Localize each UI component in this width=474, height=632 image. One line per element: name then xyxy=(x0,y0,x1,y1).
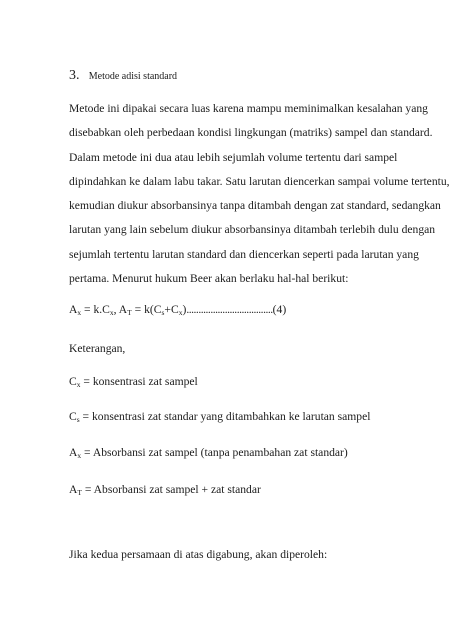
paragraph-line: larutan yang lain sebelum diukur absorbansinya ditambah terlebih dulu dengan xyxy=(69,223,436,237)
paragraph-line: disebabkan oleh perbedaan kondisi lingkungan (matriks) sampel dan standard. xyxy=(69,126,433,140)
keterangan-label: Keterangan, xyxy=(69,342,126,355)
paragraph-line: pertama. Menurut hukum Beer akan berlaku hal-hal berikut: xyxy=(69,272,349,286)
definition-cs: $C_s$ = konsentrasi zat standar yang ditambahkan ke larutan sampel xyxy=(69,410,371,424)
definition-cx: $C_x$ = konsentrasi zat sampel xyxy=(69,375,198,389)
equation-leader-dots: .................................... xyxy=(186,303,273,316)
definition-ax: $A_x$ = Absorbansi zat sampel (tanpa penambahan zat standar) xyxy=(69,446,348,460)
paragraph-line: dipindahkan ke dalam labu takar. Satu larutan diencerkan sampai volume tertentu, xyxy=(69,174,450,188)
paragraph-line: kemudian diukur absorbansinya tanpa ditambah dengan zat standard, sedangkan xyxy=(69,199,441,213)
paragraph-line: Dalam metode ini dua atau lebih sejumlah volume tertentu dari sampel xyxy=(69,150,398,164)
closing-sentence: Jika kedua persamaan di atas digabung, akan diperoleh: xyxy=(69,548,328,561)
paragraph-line: sejumlah tertentu larutan standard dan diencerkan seperti pada larutan yang xyxy=(69,247,419,261)
equation-line: $A_x = k.C_x$, $A_T = k(C_s+C_x)....................................(4)$ xyxy=(69,303,287,317)
section-title: Metode adisi standard xyxy=(88,71,178,82)
equation-number: (4) xyxy=(272,303,287,316)
body-paragraph xyxy=(69,97,450,291)
paragraph-line: Metode ini dipakai secara luas karena mampu meminimalkan kesalahan yang xyxy=(69,102,428,115)
definition-at: $A_T$ = Absorbansi zat sampel + zat standar xyxy=(69,483,261,497)
section-heading xyxy=(69,67,177,84)
section-number: 3. xyxy=(69,68,80,83)
